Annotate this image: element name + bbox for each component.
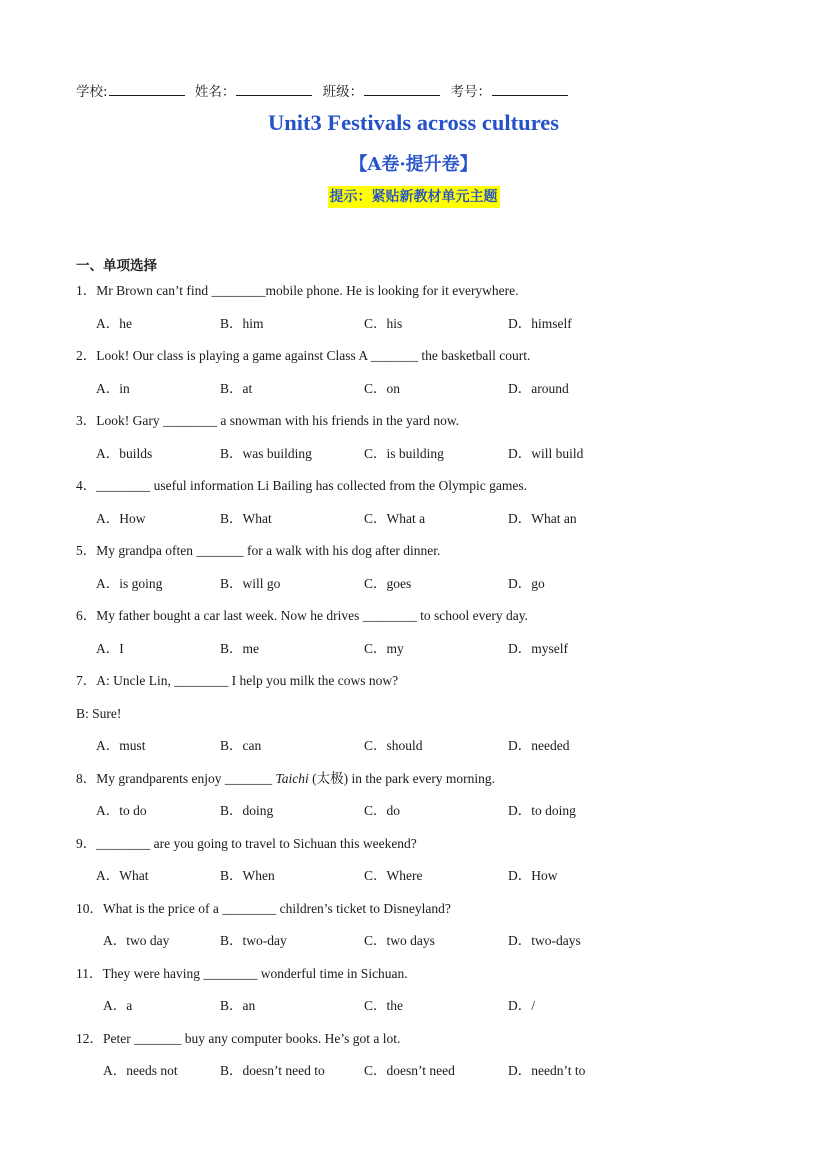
option-a[interactable]: A．How <box>96 511 146 526</box>
option-d[interactable]: D．/ <box>508 998 535 1013</box>
option-d[interactable]: D．go <box>508 576 545 591</box>
option-a[interactable]: A．I <box>96 641 124 656</box>
option-a[interactable]: A．a <box>103 998 133 1013</box>
class-field[interactable]: 班级： <box>323 80 441 100</box>
name-field[interactable]: 姓名： <box>195 80 313 100</box>
question-stem: 11．They were having ________ wonderful time in Sichuan. <box>76 966 408 981</box>
question-stem: 12．Peter _______ buy any computer books. He’s got a lot. <box>76 1031 401 1046</box>
option-d[interactable]: D．two-days <box>508 933 581 948</box>
option-c[interactable]: C．on <box>364 381 401 396</box>
option-a[interactable]: A．in <box>96 381 130 396</box>
question-stem: 7．A: Uncle Lin, ________ I help you milk the cows now? <box>76 673 399 688</box>
option-b[interactable]: B．doing <box>220 803 274 818</box>
option-a[interactable]: A．to do <box>96 803 147 818</box>
option-b[interactable]: B．What <box>220 511 272 526</box>
option-d[interactable]: D．himself <box>508 316 572 331</box>
question-stem: 3．Look! Gary ________ a snowman with his friends in the yard now. <box>76 413 460 428</box>
option-a[interactable]: A．What <box>96 868 149 883</box>
question-stem: 5．My grandpa often _______ for a walk with his dog after dinner. <box>76 543 441 558</box>
option-c[interactable]: C．my <box>364 641 404 656</box>
option-c[interactable]: C．What a <box>364 511 426 526</box>
dialogue-line: B: Sure! <box>76 706 122 721</box>
page-subtitle: 【A卷·提升卷】 <box>349 154 478 175</box>
option-c[interactable]: C．two days <box>364 933 435 948</box>
option-b[interactable]: B．can <box>220 738 262 753</box>
option-b[interactable]: B．at <box>220 381 253 396</box>
question-stem: 10．What is the price of a ________ children’s ticket to Disneyland? <box>76 901 451 916</box>
question-stem: 9．________ are you going to travel to Sichuan this weekend? <box>76 836 417 851</box>
option-c[interactable]: C．should <box>364 738 423 753</box>
option-c[interactable]: C．doesn’t need <box>364 1063 455 1078</box>
option-c[interactable]: C．Where <box>364 868 423 883</box>
option-b[interactable]: B．me <box>220 641 259 656</box>
option-a[interactable]: A．builds <box>96 446 153 461</box>
option-b[interactable]: B．When <box>220 868 275 883</box>
exam-number-field[interactable]: 考号： <box>450 80 568 100</box>
question-stem: 2．Look! Our class is playing a game against Class A _______ the basketball court. <box>76 348 531 363</box>
option-a[interactable]: A．two day <box>103 933 170 948</box>
option-c[interactable]: C．is building <box>364 446 444 461</box>
page-title: Unit3 Festivals across cultures <box>267 110 560 135</box>
option-b[interactable]: B．him <box>220 316 264 331</box>
option-d[interactable]: D．What an <box>508 511 577 526</box>
option-d[interactable]: D．How <box>508 868 558 883</box>
option-b[interactable]: B．two-day <box>220 933 287 948</box>
question-stem: 8．My grandparents enjoy _______ Taichi (太极) in the park every morning. <box>76 771 496 786</box>
option-a[interactable]: A．is going <box>96 576 163 591</box>
option-d[interactable]: D．myself <box>508 641 568 656</box>
option-d[interactable]: D．will build <box>508 446 584 461</box>
student-info-fields <box>76 80 574 100</box>
option-a[interactable]: A．he <box>96 316 132 331</box>
option-c[interactable]: C．goes <box>364 576 412 591</box>
option-d[interactable]: D．needed <box>508 738 570 753</box>
question-stem: 6．My father bought a car last week. Now he drives ________ to school every day. <box>76 608 529 623</box>
option-c[interactable]: C．his <box>364 316 403 331</box>
hint-container <box>0 186 827 208</box>
option-a[interactable]: A．needs not <box>103 1063 178 1078</box>
option-a[interactable]: A．must <box>96 738 146 753</box>
question-stem: 1．Mr Brown can’t find ________mobile phone. He is looking for it everywhere. <box>76 283 519 298</box>
option-b[interactable]: B．will go <box>220 576 281 591</box>
option-c[interactable]: C．do <box>364 803 401 818</box>
option-c[interactable]: C．the <box>364 998 403 1013</box>
option-d[interactable]: D．needn’t to <box>508 1063 586 1078</box>
option-b[interactable]: B．an <box>220 998 256 1013</box>
option-d[interactable]: D．around <box>508 381 569 396</box>
option-b[interactable]: B．doesn’t need to <box>220 1063 325 1078</box>
school-field[interactable]: 学校: <box>76 80 185 100</box>
hint-text: 提示：紧贴新教材单元主题 <box>328 186 500 208</box>
option-b[interactable]: B．was building <box>220 446 312 461</box>
question-stem: 4．________ useful information Li Bailing has collected from the Olympic games. <box>76 478 528 493</box>
section-title: 一、单项选择 <box>76 258 157 274</box>
option-d[interactable]: D．to doing <box>508 803 576 818</box>
